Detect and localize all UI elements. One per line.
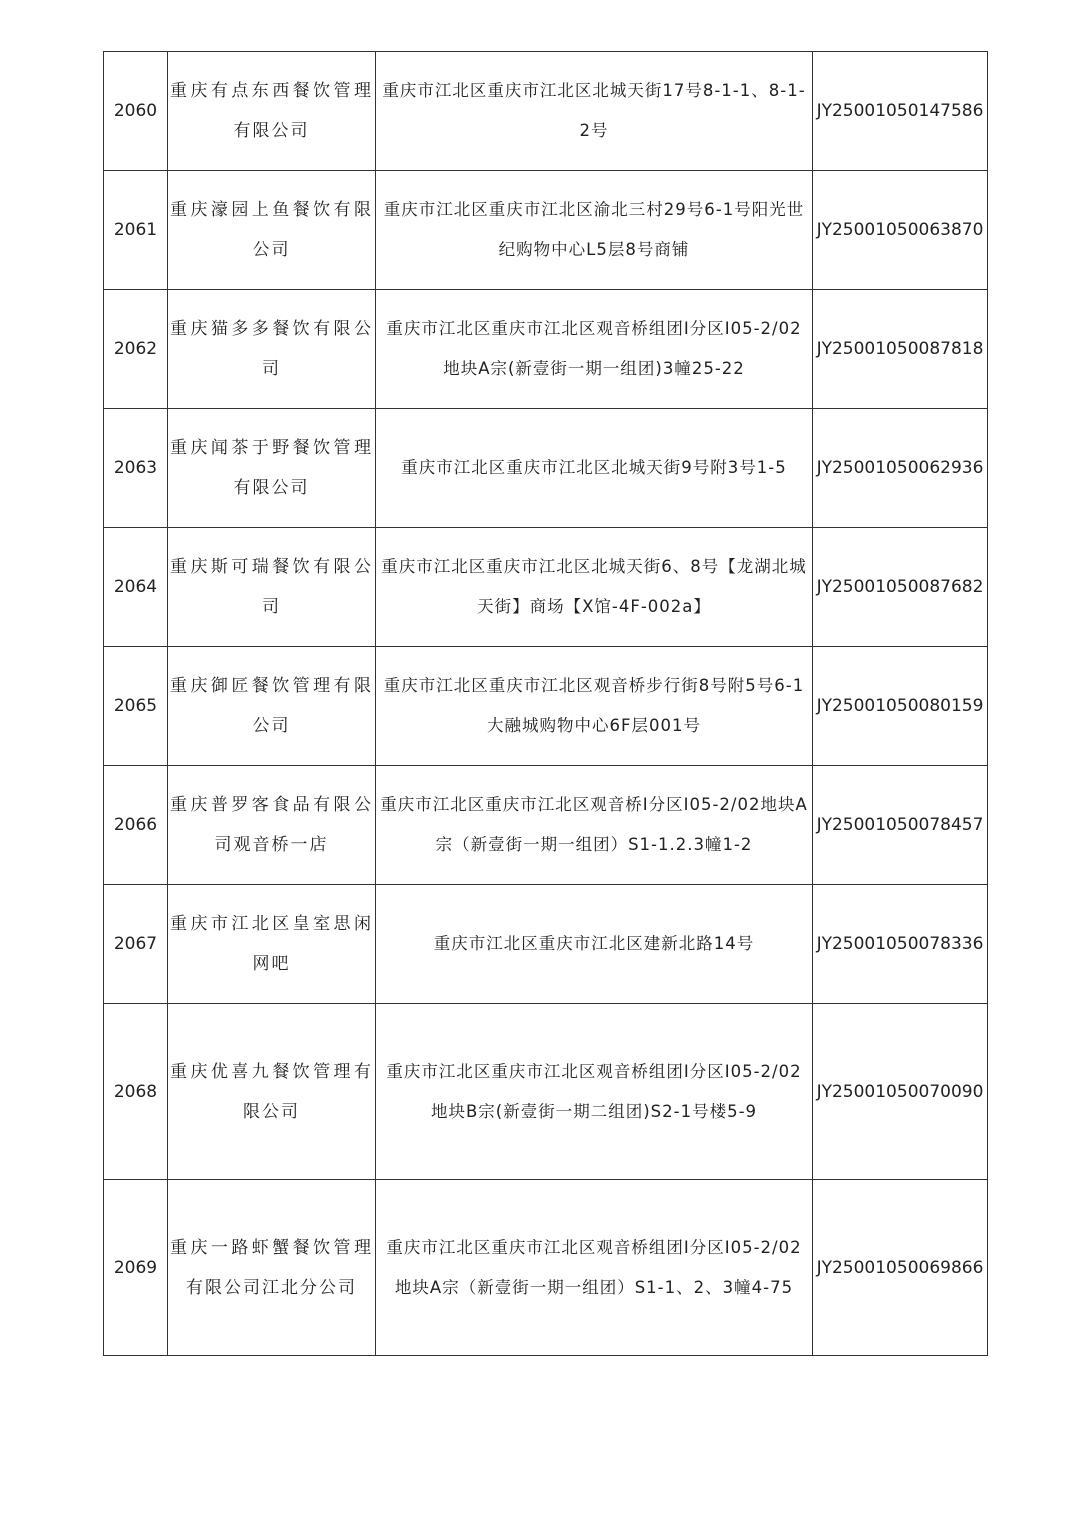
- business-name: 重庆有点东西餐饮管理有限公司: [168, 52, 376, 171]
- table-row: [104, 290, 988, 409]
- table-row: [104, 1180, 988, 1356]
- table-row: [104, 1004, 988, 1180]
- row-number: 2066: [104, 766, 168, 885]
- row-number: 2068: [104, 1004, 168, 1180]
- business-address: 重庆市江北区重庆市江北区观音桥Ⅰ分区I05-2/02地块A宗（新壹街一期一组团）S1-1.2.3幢1-2: [376, 766, 813, 885]
- business-address: 重庆市江北区重庆市江北区建新北路14号: [376, 885, 813, 1004]
- business-address: 重庆市江北区重庆市江北区渝北三村29号6-1号阳光世纪购物中心L5层8号商铺: [376, 171, 813, 290]
- business-name: 重庆优喜九餐饮管理有限公司: [168, 1004, 376, 1180]
- license-number: JY25001050087818: [813, 290, 988, 409]
- license-number: JY25001050069866: [813, 1180, 988, 1356]
- business-name: 重庆御匠餐饮管理有限公司: [168, 647, 376, 766]
- business-address: 重庆市江北区重庆市江北区观音桥组团Ⅰ分区I05-2/02地块A宗(新壹街一期一组团)3幢25-22: [376, 290, 813, 409]
- row-number: 2065: [104, 647, 168, 766]
- table-body: [104, 52, 988, 1356]
- business-name: 重庆濠园上鱼餐饮有限公司: [168, 171, 376, 290]
- business-address: 重庆市江北区重庆市江北区观音桥步行街8号附5号6-1大融城购物中心6F层001号: [376, 647, 813, 766]
- license-number: JY25001050078336: [813, 885, 988, 1004]
- business-name: 重庆闻茶于野餐饮管理有限公司: [168, 409, 376, 528]
- business-name: 重庆一路虾蟹餐饮管理有限公司江北分公司: [168, 1180, 376, 1356]
- license-table: [103, 51, 988, 1356]
- row-number: 2063: [104, 409, 168, 528]
- table-row: [104, 409, 988, 528]
- license-number: JY25001050080159: [813, 647, 988, 766]
- business-name: 重庆普罗客食品有限公司观音桥一店: [168, 766, 376, 885]
- license-number: JY25001050087682: [813, 528, 988, 647]
- license-number: JY25001050078457: [813, 766, 988, 885]
- business-name: 重庆猫多多餐饮有限公司: [168, 290, 376, 409]
- row-number: 2061: [104, 171, 168, 290]
- business-address: 重庆市江北区重庆市江北区观音桥组团Ⅰ分区I05-2/02地块B宗(新壹街一期二组团)S2-1号楼5-9: [376, 1004, 813, 1180]
- table-row: [104, 171, 988, 290]
- license-number: JY25001050063870: [813, 171, 988, 290]
- table-row: [104, 647, 988, 766]
- business-address: 重庆市江北区重庆市江北区北城天街9号附3号1-5: [376, 409, 813, 528]
- table-row: [104, 885, 988, 1004]
- license-number: JY25001050070090: [813, 1004, 988, 1180]
- table-row: [104, 766, 988, 885]
- row-number: 2067: [104, 885, 168, 1004]
- row-number: 2060: [104, 52, 168, 171]
- row-number: 2062: [104, 290, 168, 409]
- business-address: 重庆市江北区重庆市江北区北城天街6、8号【龙湖北城天街】商场【X馆-4F-002a】: [376, 528, 813, 647]
- license-number: JY25001050147586: [813, 52, 988, 171]
- row-number: 2069: [104, 1180, 168, 1356]
- business-name: 重庆市江北区皇室思闲网吧: [168, 885, 376, 1004]
- business-address: 重庆市江北区重庆市江北区北城天街17号8-1-1、8-1-2号: [376, 52, 813, 171]
- license-number: JY25001050062936: [813, 409, 988, 528]
- table-row: [104, 52, 988, 171]
- row-number: 2064: [104, 528, 168, 647]
- business-address: 重庆市江北区重庆市江北区观音桥组团Ⅰ分区I05-2/02地块A宗（新壹街一期一组团）S1-1、2、3幢4-75: [376, 1180, 813, 1356]
- business-name: 重庆斯可瑞餐饮有限公司: [168, 528, 376, 647]
- table-row: [104, 528, 988, 647]
